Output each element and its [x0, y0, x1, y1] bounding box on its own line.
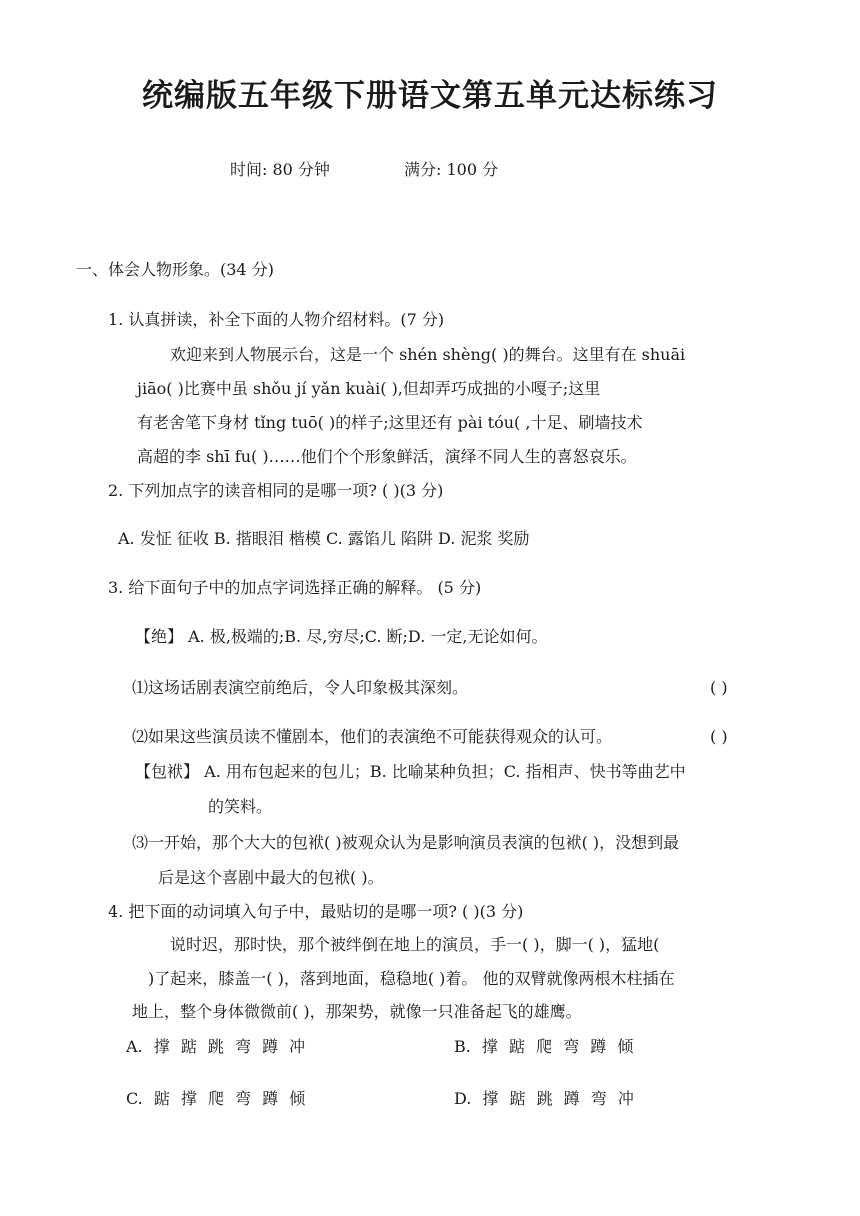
- question-3-stem: 3. 给下面句子中的加点字词选择正确的解释。 (5 分): [108, 578, 482, 597]
- answer-blank: ( ): [710, 727, 728, 746]
- baofu-definition-cont: 的笑料。: [208, 797, 273, 816]
- question-3-sentence-2: ⑵如果这些演员读不懂剧本，他们的表演绝不可能获得观众的认可。: [132, 727, 613, 746]
- question-1-line: 有老舍笔下身材 tǐng tuō( )的样子;这里还有 pài tóu( ,十足、刷墙技术: [137, 413, 643, 432]
- question-3-sentence-3-cont: 后是这个喜剧中最大的包袱( )。: [158, 868, 384, 887]
- question-1-line: 高超的李 shī fu( )……他们个个形象鲜活，演绎不同人生的喜怒哀乐。: [137, 447, 637, 466]
- exam-time: 时间: 80 分钟: [230, 160, 330, 179]
- question-2-stem: 2. 下列加点字的读音相同的是哪一项? ( )(3 分): [108, 481, 444, 500]
- question-4-line: )了起来，膝盖一( )，落到地面，稳稳地( )着。 他的双臂就像两根木柱插在: [148, 969, 675, 988]
- full-score: 满分: 100 分: [404, 160, 499, 179]
- answer-blank: ( ): [710, 678, 728, 697]
- option-c: C. 踮 撑 爬 弯 蹲 倾: [126, 1089, 306, 1108]
- question-4-stem: 4. 把下面的动词填入句子中，最贴切的是哪一项? ( )(3 分): [108, 902, 524, 921]
- question-4-line: 地上，整个身体微微前( )，那架势，就像一只准备起飞的雄鹰。: [132, 1002, 582, 1021]
- option-b: B. 撑 踮 爬 弯 蹲 倾: [454, 1037, 634, 1056]
- question-4-line: 说时迟，那时快，那个被绊倒在地上的演员，手一( )，脚一( )，猛地(: [170, 935, 660, 954]
- jue-definition: 【绝】 A. 极,极端的;B. 尽,穷尽;C. 断;D. 一定,无论如何。: [135, 627, 548, 646]
- question-3-sentence-1: ⑴这场话剧表演空前绝后，令人印象极其深刻。: [132, 678, 469, 697]
- page-title: 统编版五年级下册语文第五单元达标练习: [142, 78, 718, 114]
- question-1-line: jiāo( )比赛中虽 shǒu jí yǎn kuài( ),但却弄巧成拙的小嘎子;这里: [137, 379, 601, 398]
- option-a: A. 撑 踮 跳 弯 蹲 冲: [126, 1037, 306, 1056]
- question-2-options: A. 发怔 征收 B. 揩眼泪 楷模 C. 露馅儿 陷阱 D. 泥浆 奖励: [118, 529, 530, 548]
- question-3-sentence-3: ⑶一开始，那个大大的包袱( )被观众认为是影响演员表演的包袱( )，没想到最: [132, 833, 680, 852]
- question-1-stem: 1. 认真拼读，补全下面的人物介绍材料。(7 分): [108, 310, 445, 329]
- baofu-definition: 【包袱】 A. 用布包起来的包儿；B. 比喻某种负担；C. 指相声、快书等曲艺中: [135, 762, 686, 781]
- question-1-line: 欢迎来到人物展示台，这是一个 shén shèng( )的舞台。这里有在 shuāi: [170, 345, 686, 364]
- option-d: D. 撑 踮 跳 蹲 弯 冲: [454, 1089, 634, 1108]
- section-1-heading: 一、体会人物形象。(34 分): [76, 260, 274, 279]
